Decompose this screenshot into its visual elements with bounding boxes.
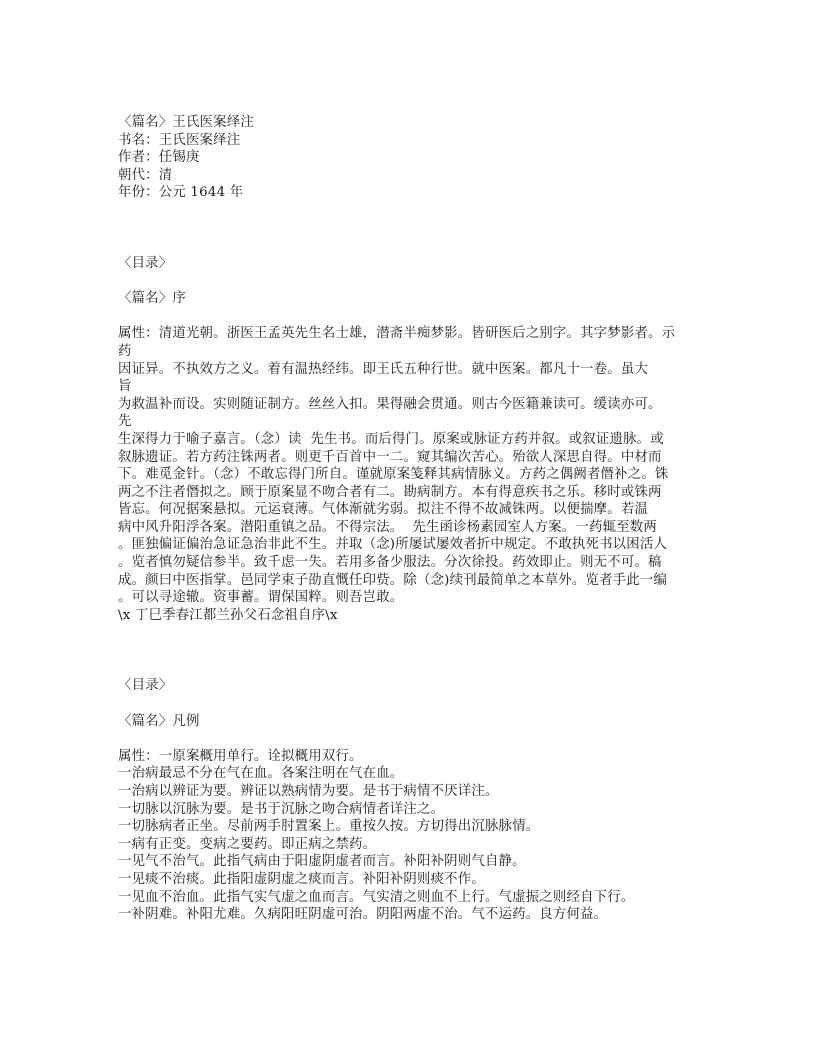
paragraph-line: 成。颜曰中医指掌。邑同学束子劭直慨任印赀。除（念)续刊最简单之本草外。览者手此一编: [118, 572, 668, 588]
toc-label: 〈目录〉: [118, 678, 173, 694]
paragraph-line: 。可以寻途辙。资事蓄。谓保国粹。则吾岂敢。: [118, 590, 404, 606]
paragraph-line: 先: [118, 414, 132, 430]
paragraph-line: 。览者慎勿疑信参半。致千虑一失。若用多备少服法。分次徐投。药效即止。则无不可。稿: [118, 555, 662, 571]
author: 作者：任锡庚: [118, 150, 200, 166]
paragraph-line: 一病有正变。变病之要药。即正病之禁药。: [118, 836, 377, 852]
signature-line: \x 丁巳季春江都兰孙父石念祖自序\x: [118, 607, 338, 623]
toc-label: 〈目录〉: [118, 255, 173, 271]
section-preface: [118, 255, 718, 624]
paragraph-line: 一见气不治气。此指气病由于阳虚阴虚者而言。补阳补阴则气自静。: [118, 854, 526, 870]
paragraph-line: 属性：清道光朝。浙医王孟英先生名士雄，潜斋半痴梦影。皆研医后之别字。其字梦影者。示: [118, 326, 676, 342]
paragraph-line: 属性：一原案概用单行。诠拟概用双行。: [118, 748, 363, 764]
paragraph-line: 一切脉病者正坐。尽前两手肘置案上。重按久按。方切得出沉脉脉情。: [118, 819, 540, 835]
paragraph-line: 。匪独偏证偏治急证急治非此不生。并取（念)所屡试屡效者折中规定。不敢执死书以困活人: [118, 537, 668, 553]
paragraph-line: 皆忘。何况据案悬拟。元运衰薄。气体渐就劣弱。拟注不得不故减铢两。以便揣摩。若温: [118, 502, 649, 518]
paragraph-line: 为救温补而设。实则随证制方。丝丝入扣。果得融会贯通。则古今医籍兼读可。缓读亦可。: [118, 396, 662, 412]
section-conventions: [118, 677, 718, 923]
paragraph-line: 药: [118, 343, 132, 359]
book-name: 书名：王氏医案绎注: [118, 132, 241, 148]
section-title: 〈篇名〉序: [118, 291, 186, 307]
year: 年份：公元 1644 年: [118, 185, 244, 201]
paragraph-line: 两之不注者僭拟之。顾于原案显不吻合者有二。勘病制方。本有得意疾书之乐。移时或铢两: [118, 484, 662, 500]
paragraph-line: 生深得力于喻子嘉言。（念）读 先生书。而后得门。原案或脉证方药并叙。或叙证遗脉。或: [118, 431, 664, 447]
paragraph-line: 一治病最忌不分在气在血。各案注明在气在血。: [118, 766, 404, 782]
paragraph-line: 病中风升阳浮各案。潜阳重镇之品。不得宗法。 先生函诊杨素园室人方案。一药辄至数两: [118, 519, 657, 535]
book-header: [118, 114, 718, 202]
paragraph-line: 一切脉以沉脉为要。是书于沉脉之吻合病情者详注之。: [118, 801, 445, 817]
paragraph-line: 因证异。不执效方之义。着有温热经纬。即王氏五种行世。就中医案。都凡十一卷。虽大: [118, 361, 649, 377]
paragraph-line: 下。难觅金针。（念）不敢忘得门所自。谨就原案笺释其病情脉义。方药之偶阙者僭补之。铢: [118, 467, 669, 483]
paragraph-line: 一见血不治血。此指气实气虚之血而言。气实清之则血不上行。气虚振之则经自下行。: [118, 889, 635, 905]
paragraph-line: 一补阴难。补阳尤难。久病阳旺阴虚可治。阴阳两虚不治。气不运药。良方何益。: [118, 907, 608, 923]
section-title: 〈篇名〉凡例: [118, 713, 200, 729]
chapter-title: 〈篇名〉王氏医案绎注: [118, 115, 254, 130]
document-page: [118, 114, 718, 924]
paragraph-line: 旨: [118, 379, 132, 395]
paragraph-line: 叙脉遗证。若方药注铢两者。则更千百首中一二。窥其编次苦心。殆欲人深思自得。中材而: [118, 449, 662, 465]
paragraph-line: 一见痰不治痰。此指阳虚阴虚之痰而言。补阳补阴则痰不作。: [118, 871, 485, 887]
paragraph-line: 一治病以辨证为要。辨证以熟病情为要。是书于病情不厌详注。: [118, 784, 499, 799]
dynasty: 朝代：清: [118, 167, 173, 183]
